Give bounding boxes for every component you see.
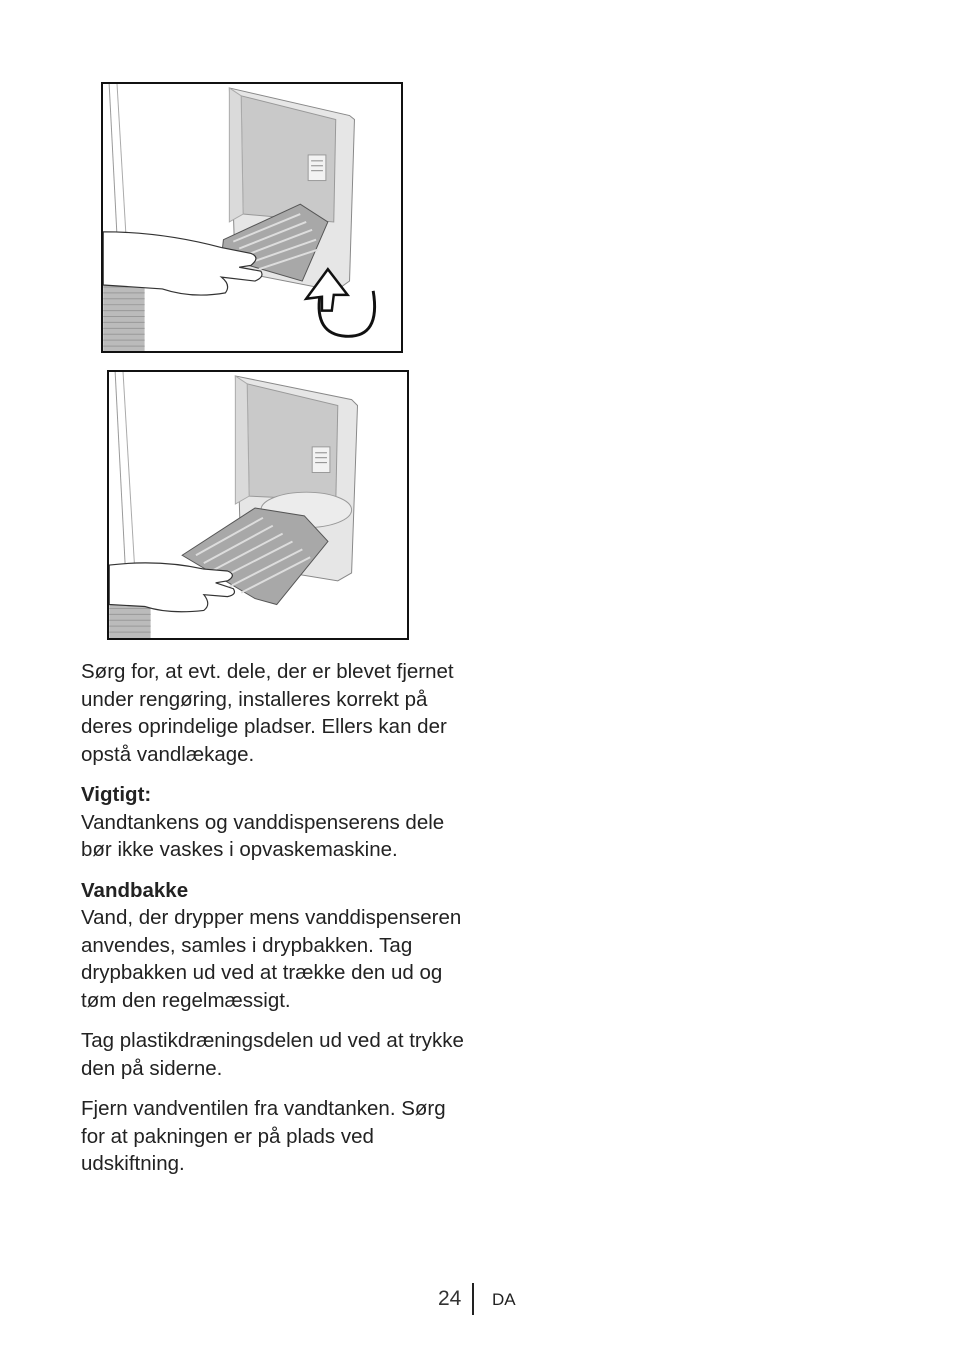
paragraph-important	[81, 781, 471, 864]
heading-water-tray: Vandbakke	[81, 878, 189, 902]
heading-important: Vigtigt:	[81, 783, 152, 806]
paragraph-reassembly	[81, 658, 471, 768]
footer-divider	[472, 1283, 474, 1315]
paragraph-water-valve	[81, 1095, 471, 1178]
drip-tray-rotate-illustration	[101, 82, 403, 353]
paragraph-text: Vand, der drypper mens vanddispenseren anvendes, samles i drypbakken. Tag drypbakken ud ved at trække den ud og tøm den regelmæssigt.	[81, 906, 462, 1012]
paragraph-water-tray	[81, 877, 471, 1015]
paragraph-drain-part	[81, 1027, 471, 1082]
drip-tray-pull-illustration	[107, 370, 409, 640]
body-text	[81, 658, 471, 1191]
paragraph-text: Tag plastikdræningsdelen ud ved at trykke den på siderne.	[81, 1029, 464, 1080]
paragraph-text: Sørg for, at evt. dele, der er blevet fjernet under rengøring, installeres korrekt på deres oprindelige pladser. Ellers kan der opstå vandlækage.	[81, 660, 454, 766]
language-code: DA	[492, 1290, 516, 1309]
page-footer	[0, 1283, 954, 1317]
paragraph-text: Vandtankens og vanddispenserens dele bør ikke vaskes i opvaskemaskine.	[81, 810, 445, 861]
page-number: 24	[438, 1287, 462, 1310]
paragraph-text: Fjern vandventilen fra vandtanken. Sørg for at pakningen er på plads ved udskiftning.	[81, 1097, 446, 1175]
